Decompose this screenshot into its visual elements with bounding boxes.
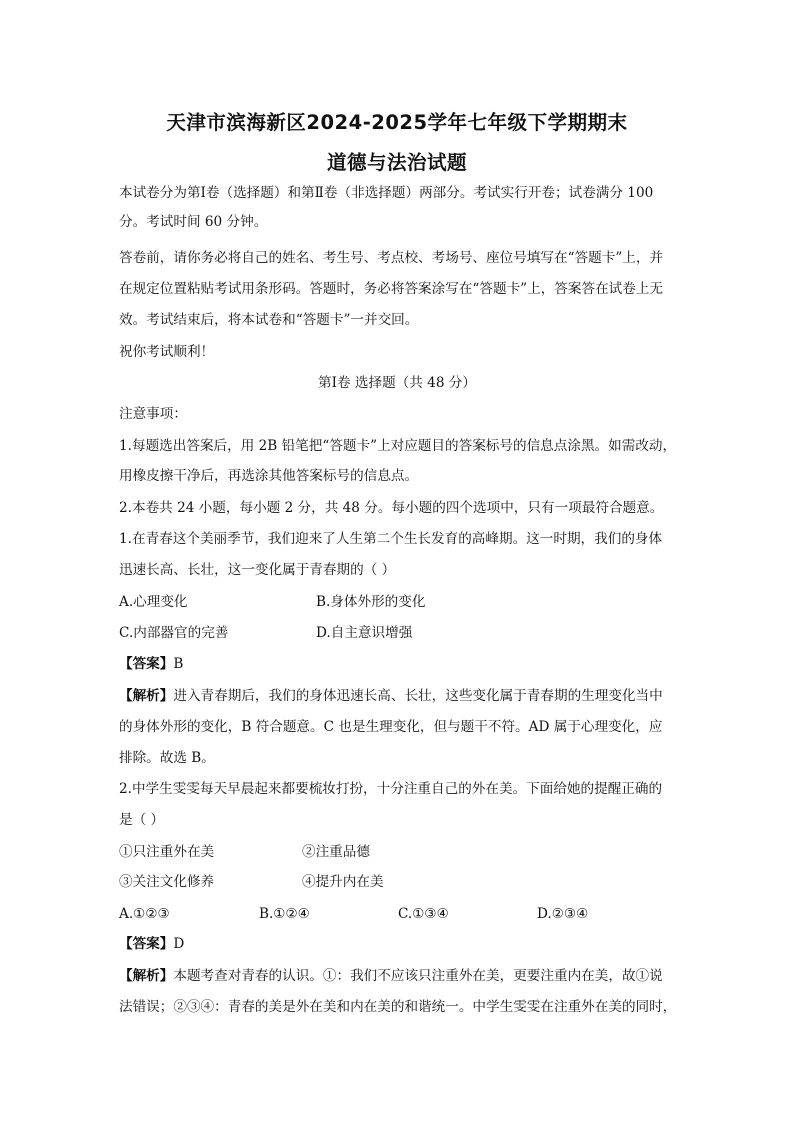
question-1-answer — [119, 654, 183, 674]
answer-label: 【答案】 — [119, 936, 174, 952]
notes-label: 注意事项： — [119, 406, 187, 422]
exam-subtitle: 道德与法治试题 — [326, 151, 467, 174]
question-2-option-b: B.①②④ — [259, 906, 310, 922]
intro-line: 效。考试结束后，将本试卷和“答题卡”一并交回。 — [119, 312, 419, 328]
answer-value: D — [173, 936, 185, 952]
analysis-text: 本题考查对青春的认识。①：我们不应该只注重外在美，更要注重内在美，故①说 — [173, 968, 663, 984]
question-2-item: ③关注文化修养 — [119, 874, 215, 890]
intro-line: 在规定位置粘贴考试用条形码。答题时，务必将答案涂写在“答题卡”上，答案答在试卷上无 — [119, 281, 664, 297]
question-2-option-c: C.①③④ — [398, 906, 449, 922]
question-2-item: ④提升内在美 — [302, 874, 384, 890]
intro-line: 分。考试时间 60 分钟。 — [119, 214, 268, 230]
question-1-option-d: D.自主意识增强 — [316, 625, 413, 641]
analysis-label: 【解析】 — [119, 688, 174, 704]
analysis-label: 【解析】 — [119, 968, 174, 984]
analysis-line: 排除。故选 B。 — [119, 750, 215, 766]
question-2-option-a: A.①②③ — [119, 906, 170, 922]
question-2-option-d: D.②③④ — [537, 906, 589, 922]
note-line: 用橡皮擦干净后，再选涂其他答案标号的信息点。 — [119, 468, 419, 484]
question-1-analysis — [119, 686, 663, 706]
analysis-line: 的身体外形的变化，B 符合题意。C 也是生理变化，但与题干不符。AD 属于心理变化，应 — [119, 719, 663, 735]
analysis-line: 法错误；②③④：青春的美是外在美和内在美的和谐统一。中学生雯雯在注重外在美的同时， — [119, 999, 677, 1015]
exam-title: 天津市滨海新区2024-2025学年七年级下学期期末 — [166, 111, 628, 134]
question-1-stem: 迅速长高、长壮，这一变化属于青春期的（ ） — [119, 562, 396, 578]
intro-line: 本试卷分为第Ⅰ卷（选择题）和第Ⅱ卷（非选择题）两部分。考试实行开卷；试卷满分 100 — [119, 185, 654, 201]
question-1-option-a: A.心理变化 — [119, 594, 188, 610]
section-title: 第Ⅰ卷 选择题（共 48 分） — [318, 375, 476, 391]
question-2-item: ①只注重外在美 — [119, 844, 215, 860]
analysis-text: 进入青春期后，我们的身体迅速长高、长壮，这些变化属于青春期的生理变化当中 — [173, 688, 663, 704]
note-line: 1.每题选出答案后，用 2B 铅笔把“答题卡”上对应题目的答案标号的信息点涂黑。如需改动， — [119, 438, 677, 454]
intro-line: 答卷前，请你务必将自己的姓名、考生号、考点校、考场号、座位号填写在“答题卡”上，并 — [119, 250, 664, 266]
question-2-answer — [119, 934, 184, 954]
question-2-stem: 2.中学生雯雯每天早晨起来都要梳妆打扮，十分注重自己的外在美。下面给她的提醒正确的 — [119, 781, 663, 797]
question-1-option-b: B.身体外形的变化 — [316, 594, 426, 610]
note-line: 2.本卷共 24 小题，每小题 2 分，共 48 分。每小题的四个选项中，只有一项最符合题意。 — [119, 500, 664, 516]
question-1-option-c: C.内部器官的完善 — [119, 625, 229, 641]
answer-value: B — [173, 656, 184, 672]
question-2-analysis — [119, 966, 663, 986]
intro-line: 祝你考试顺利！ — [119, 344, 215, 360]
question-2-stem: 是（ ） — [119, 812, 165, 828]
question-2-item: ②注重品德 — [302, 844, 370, 860]
answer-label: 【答案】 — [119, 656, 174, 672]
question-1-stem: 1.在青春这个美丽季节，我们迎来了人生第二个生长发育的高峰期。这一时期，我们的身体 — [119, 531, 663, 547]
